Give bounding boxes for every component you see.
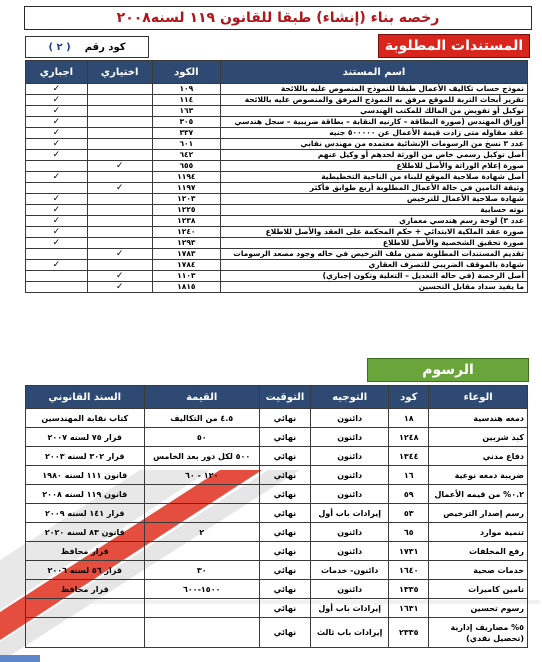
fee-value: ٥٠ [144,428,259,447]
mandatory-check: ✓ [26,150,88,161]
fee-value: ١٢٠ - ٦٠ [144,466,259,485]
table-row [26,161,528,172]
mandatory-check: ✓ [26,194,88,205]
fee-value: ١٥٠٠-٦٠٠ [144,580,259,599]
document-code: ١١٩٤ [152,172,221,183]
optional-check: ✓ [87,183,152,194]
document-code: ٦٤٢ [152,150,221,161]
fee-code: ٥٩ [389,485,429,504]
document-code: ١١٠٣ [152,271,221,282]
mandatory-check [26,249,88,260]
document-name: أوراق المهندس (صورة البطاقة – كارنيه النقابة – بطاقة ضريبية – سجل هندسي [221,117,528,128]
fee-direction: دائنون [311,466,389,485]
fee-code: ١٦٤٠ [389,561,429,580]
document-code: ١٧٨٣ [152,249,221,260]
document-name: تقديم المستندات المطلوبة ضمن ملف الترخيص في حاله وجود مصعد الرسومات [221,249,528,260]
fee-vessel: تامين كاميرات [429,580,528,599]
table-row [26,84,528,95]
document-code: ١٠٩ [152,84,221,95]
fees-table [25,385,528,648]
fee-vessel: خدمات صحية [429,561,528,580]
fee-vessel: ٥% مصاريف إدارية (تحصيل نقدي) [429,618,528,648]
fee-direction: إيرادات باب أول [311,599,389,618]
table-row [26,150,528,161]
table-row [26,618,528,648]
document-code: ١٢٩٣ [152,238,221,249]
fee-legal [26,599,145,618]
document-name: شهادة صلاحية الأعمال للترخيص [221,194,528,205]
header-optional: اختياري [87,61,152,84]
fee-direction: دائنون [311,447,389,466]
mandatory-check: ✓ [26,260,88,271]
document-name: صورة عقد الملكية الابتدائي + حكم المحكمة على العقد والأصل للاطلاع [221,227,528,238]
fee-vessel: ٠.٢% من قيمه الأعمال [429,485,528,504]
document-code: ١٨١٥ [152,282,221,293]
mandatory-check: ✓ [26,128,88,139]
optional-check [87,84,152,95]
mandatory-check [26,271,88,282]
optional-check [87,194,152,205]
fee-code: ١٢٤٨ [389,428,429,447]
fee-timing: نهائي [259,580,310,599]
table-row [26,504,528,523]
fee-timing: نهائي [259,618,310,648]
table-row [26,95,528,106]
optional-check: ✓ [87,271,152,282]
table-row [26,485,528,504]
fee-direction: دائنون- خدمات [311,561,389,580]
fee-timing: نهائي [259,523,310,542]
table-row [26,542,528,561]
document-code: ١١٩٧ [152,183,221,194]
fee-code: ١٦ [389,466,429,485]
header-mandatory: اجباري [26,61,88,84]
document-code: ١٦٣ [152,106,221,117]
fee-value [144,504,259,523]
document-code: ١١٤ [152,95,221,106]
header-document-name: اسم المستند [221,61,528,84]
document-name: صورة إعلام الوراثة والأصل للاطلاع [221,161,528,172]
documents-section-title: المستندات المطلوبة [378,34,530,58]
fee-timing: نهائي [259,599,310,618]
fee-direction: دائنون [311,409,389,428]
fee-value: ٢ [144,523,259,542]
fee-direction: إيرادات باب أول [311,504,389,523]
fee-timing: نهائي [259,485,310,504]
fee-value: ٥٠٠ لكل دور بعد الخامس [144,447,259,466]
fee-value: ٤.٥ من التكاليف [144,409,259,428]
table-row [26,271,528,282]
table-row [26,238,528,249]
document-name: أصل توكيل رسمي خاص من الورثة لحدهم أو وكيل عنهم [221,150,528,161]
header-direction: التوجيه [311,386,389,409]
document-name: عقد مقاوله متى زادت قيمة الأعمال عن ٥٠٠٠٠٠ جنيه [221,128,528,139]
fee-vessel: دمغه هندسية [429,409,528,428]
optional-check [87,205,152,216]
table-row [26,447,528,466]
code-label: كود رقم [84,41,126,53]
document-name: وثيقة التامين في حالة الأعمال المطلوبة أربع طوابق فأكثر [221,183,528,194]
fee-legal: قرار ٣٠٢ لسنه ٢٠٠٣ [26,447,145,466]
document-code: ٦٥٥ [152,161,221,172]
document-code: ٦٠١ [152,139,221,150]
fee-vessel: كبد شربين [429,428,528,447]
optional-check [87,128,152,139]
mandatory-check: ✓ [26,205,88,216]
mandatory-check: ✓ [26,172,88,183]
document-name: أصل الرخصة (في حاله التعديل – التعلية وتكون إجباري) [221,271,528,282]
table-row [26,523,528,542]
fee-legal [26,618,145,648]
fee-value [144,599,259,618]
fee-vessel: رفع المخلفات [429,542,528,561]
fee-code: ٢٣٣٥ [389,618,429,648]
document-code: ١٧٨٤ [152,260,221,271]
fee-direction: دائنون [311,485,389,504]
fee-legal: قانون ٨٣ لسنه ٢٠٢٠ [26,523,145,542]
table-row [26,428,528,447]
table-row [26,260,528,271]
table-row [26,117,528,128]
fee-code: ١٣٣٥ [389,580,429,599]
table-row [26,194,528,205]
fee-direction: دائنون [311,542,389,561]
mandatory-check: ✓ [26,227,88,238]
table-row [26,216,528,227]
fee-legal: قرار ١٤١ لسنه ٢٠٠٩ [26,504,145,523]
document-name: توكيل أو تفويض من المالك للمكتب الهندسي [221,106,528,117]
table-row [26,205,528,216]
table-row [26,128,528,139]
fee-vessel: ضريبة دمغه نوعية [429,466,528,485]
fee-timing: نهائي [259,409,310,428]
optional-check [87,139,152,150]
mandatory-check [26,183,88,194]
table-row [26,599,528,618]
document-code: ١٢٠٣ [152,194,221,205]
document-name: عدد ٣ نسخ من الرسومات الإنشائية معتمده من مهندس نقابي [221,139,528,150]
header-vessel: الوعاء [429,386,528,409]
fee-vessel: تنمية موارد [429,523,528,542]
header-legal: السند القانوني [26,386,145,409]
optional-check [87,106,152,117]
fee-value [144,542,259,561]
table-row [26,409,528,428]
fee-timing: نهائي [259,447,310,466]
fee-direction: دائنون [311,523,389,542]
fee-code: ١٣٤٤ [389,447,429,466]
table-row [26,227,528,238]
document-name: شهادة بالموقف الضريبي للتصرف العقاري [221,260,528,271]
document-name: صورة تحقيق الشخصية والأصل للاطلاع [221,238,528,249]
optional-check [87,216,152,227]
table-row [26,106,528,117]
mandatory-check [26,161,88,172]
header-value: القيمة [144,386,259,409]
document-code: ١٢٢٥ [152,205,221,216]
fees-header-row [26,386,528,409]
fee-value: ٣٠ [144,561,259,580]
fee-code: ١٨ [389,409,429,428]
fee-legal: كتاب نقابة المهندسين [26,409,145,428]
code-box [25,36,149,58]
document-name: نموذج حساب تكاليف الأعمال طبقا للنموذج المنصوص عليه باللائحة [221,84,528,95]
fee-value [144,618,259,648]
mandatory-check: ✓ [26,84,88,95]
table-row [26,183,528,194]
fees-section-title: الرسوم [367,358,529,382]
fee-legal: قرار ٥٦ لسنه ٢٠٠٦ [26,561,145,580]
documents-header-row [26,61,528,84]
fee-vessel: دفاع مدني [429,447,528,466]
optional-check [87,260,152,271]
mandatory-check: ✓ [26,95,88,106]
fee-direction: دائنون [311,580,389,599]
fee-timing: نهائي [259,466,310,485]
fee-vessel: رسوم تحسين [429,599,528,618]
header-fee-code: كود [389,386,429,409]
fee-code: ٥٣ [389,504,429,523]
mandatory-check: ✓ [26,106,88,117]
mandatory-check: ✓ [26,238,88,249]
mandatory-check: ✓ [26,139,88,150]
mandatory-check: ✓ [26,117,88,128]
fee-legal: قرار محافظ [26,580,145,599]
table-row [26,172,528,183]
table-row [26,561,528,580]
fee-timing: نهائي [259,504,310,523]
fee-timing: نهائي [259,561,310,580]
document-name: تقرير أبحاث التربة للموقع مرفق به النموذج المرفق والمنصوص عليه باللائحة [221,95,528,106]
page-title: رخصه بناء (إنشاء) طبقا للقانون ١١٩ لسنه٢٠٠٨ [24,6,532,30]
optional-check [87,95,152,106]
table-row [26,249,528,260]
code-value: ( ٢ ) [48,41,71,53]
document-name: ما يفيد سداد مقابل التحسين [221,282,528,293]
fee-legal: قانون ١١٩ لسنه ٢٠٠٨ [26,485,145,504]
optional-check [87,117,152,128]
optional-check [87,150,152,161]
header-code: الكود [152,61,221,84]
optional-check [87,172,152,183]
fee-legal: قرار محافظ [26,542,145,561]
table-row [26,139,528,150]
fee-direction: دائنون [311,428,389,447]
document-code: ١٢٣٨ [152,216,221,227]
table-row [26,466,528,485]
mandatory-check: ✓ [26,216,88,227]
fee-timing: نهائي [259,428,310,447]
document-name: عدد ٣) لوحة رسم هندسي معماري [221,216,528,227]
fee-value [144,485,259,504]
fee-direction: إيرادات باب ثالث [311,618,389,648]
table-row [26,580,528,599]
table-row [26,282,528,293]
optional-check: ✓ [87,249,152,260]
optional-check: ✓ [87,161,152,172]
fee-code: ١٦٣١ [389,599,429,618]
optional-check [87,238,152,249]
fee-legal: قانون ١١١ لسنه ١٩٨٠ [26,466,145,485]
optional-check [87,227,152,238]
fee-vessel: رسم إصدار الترخيص [429,504,528,523]
mandatory-check [26,282,88,293]
document-name: أصل شهادة صلاحية الموقع للبناء من الناحية التخطيطية [221,172,528,183]
fee-code: ٦٥ [389,523,429,542]
header-timing: التوقيت [259,386,310,409]
fee-code: ١٧٣١ [389,542,429,561]
documents-table [25,60,528,293]
document-name: نوته حسابية [221,205,528,216]
optional-check: ✓ [87,282,152,293]
fee-timing: نهائي [259,542,310,561]
document-code: ١٢٤٠ [152,227,221,238]
fee-legal: قرار ٧٥ لسنه ٢٠٠٧ [26,428,145,447]
document-code: ٣٠٥ [152,117,221,128]
document-code: ٣٣٧ [152,128,221,139]
